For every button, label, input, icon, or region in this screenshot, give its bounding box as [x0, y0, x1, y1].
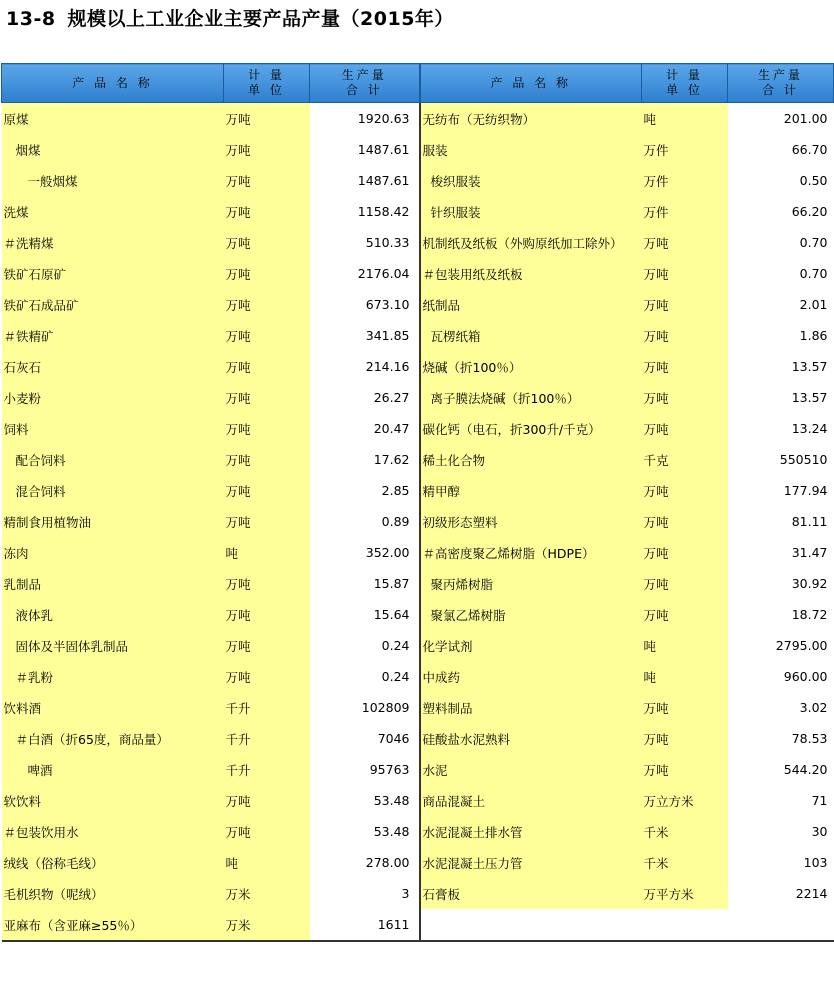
unit-cell: 千升: [224, 754, 310, 785]
product-name-cell: 铁矿石成品矿: [2, 289, 224, 320]
output-value-cell: 1611: [310, 909, 420, 941]
unit-cell: 万吨: [224, 816, 310, 847]
output-value-cell: 30.92: [728, 568, 834, 599]
unit-cell: 万件: [642, 134, 728, 165]
output-value-cell: 30: [728, 816, 834, 847]
table-row: [2, 630, 834, 661]
table-row: [2, 196, 834, 227]
product-name-cell: 水泥混凝土排水管: [420, 816, 642, 847]
product-name-cell: ＃包装饮用水: [2, 816, 224, 847]
empty-cell: [642, 909, 728, 941]
unit-cell: 万吨: [224, 227, 310, 258]
product-name-cell: 烧碱（折100％）: [420, 351, 642, 382]
product-name-cell: 固体及半固体乳制品: [2, 630, 224, 661]
table-number: 13-8: [6, 8, 56, 30]
page-title: [6, 4, 454, 31]
product-name-cell: 液体乳: [2, 599, 224, 630]
output-value-cell: 18.72: [728, 599, 834, 630]
unit-cell: 万立方米: [642, 785, 728, 816]
table-header-row: [2, 64, 834, 103]
output-value-cell: 7046: [310, 723, 420, 754]
output-value-cell: 66.70: [728, 134, 834, 165]
unit-cell: 万吨: [642, 599, 728, 630]
output-value-cell: 510.33: [310, 227, 420, 258]
header-unit-right: [642, 64, 728, 103]
output-value-cell: 3: [310, 878, 420, 909]
product-name-cell: ＃乳粉: [2, 661, 224, 692]
header-output: [310, 64, 420, 103]
unit-cell: 万平方米: [642, 878, 728, 909]
unit-cell: 千米: [642, 816, 728, 847]
unit-cell: 万吨: [224, 320, 310, 351]
product-name-cell: 梭织服装: [420, 165, 642, 196]
output-value-cell: 0.50: [728, 165, 834, 196]
product-name-cell: 原煤: [2, 103, 224, 135]
unit-cell: 万吨: [642, 723, 728, 754]
unit-cell: 万吨: [642, 320, 728, 351]
product-name-cell: 饮料酒: [2, 692, 224, 723]
product-name-cell: 烟煤: [2, 134, 224, 165]
unit-cell: 万米: [224, 909, 310, 941]
product-name-cell: 纸制品: [420, 289, 642, 320]
header-unit-line2: 单 位: [248, 83, 285, 97]
product-name-cell: ＃包装用纸及纸板: [420, 258, 642, 289]
product-name-cell: 塑料制品: [420, 692, 642, 723]
empty-cell: [728, 909, 834, 941]
unit-cell: 万吨: [224, 165, 310, 196]
product-name-cell: 毛机织物（呢绒）: [2, 878, 224, 909]
output-value-cell: 2.85: [310, 475, 420, 506]
output-value-cell: 1487.61: [310, 165, 420, 196]
output-value-cell: 201.00: [728, 103, 834, 135]
table-row: [2, 103, 834, 135]
header-unit-line1: 计 量: [666, 68, 703, 82]
unit-cell: 千克: [642, 444, 728, 475]
product-name-cell: 中成药: [420, 661, 642, 692]
table-row: [2, 754, 834, 785]
product-name-cell: 瓦楞纸箱: [420, 320, 642, 351]
unit-cell: 万吨: [642, 258, 728, 289]
unit-cell: 千米: [642, 847, 728, 878]
product-name-cell: 初级形态塑料: [420, 506, 642, 537]
output-value-cell: 20.47: [310, 413, 420, 444]
output-value-cell: 278.00: [310, 847, 420, 878]
unit-cell: 万吨: [224, 661, 310, 692]
table-row: [2, 258, 834, 289]
output-value-cell: 71: [728, 785, 834, 816]
output-value-cell: 15.64: [310, 599, 420, 630]
table-row: [2, 785, 834, 816]
output-value-cell: 2795.00: [728, 630, 834, 661]
output-value-cell: 177.94: [728, 475, 834, 506]
output-value-cell: 2.01: [728, 289, 834, 320]
product-name-cell: 配合饲料: [2, 444, 224, 475]
output-value-cell: 2214: [728, 878, 834, 909]
product-name-cell: 石灰石: [2, 351, 224, 382]
table-row: [2, 878, 834, 909]
product-name-cell: 洗煤: [2, 196, 224, 227]
table-body: [2, 103, 834, 942]
table-row: [2, 723, 834, 754]
unit-cell: 万吨: [642, 382, 728, 413]
product-name-cell: 铁矿石原矿: [2, 258, 224, 289]
unit-cell: 万吨: [224, 258, 310, 289]
output-value-cell: 15.87: [310, 568, 420, 599]
table-row: [2, 320, 834, 351]
product-name-cell: 冻肉: [2, 537, 224, 568]
unit-cell: 万米: [224, 878, 310, 909]
product-name-cell: 服装: [420, 134, 642, 165]
unit-cell: 万吨: [642, 568, 728, 599]
output-value-cell: 66.20: [728, 196, 834, 227]
unit-cell: 万吨: [642, 413, 728, 444]
table-row: [2, 165, 834, 196]
table-row: [2, 351, 834, 382]
unit-cell: 万吨: [224, 382, 310, 413]
output-value-cell: 26.27: [310, 382, 420, 413]
unit-cell: 万吨: [224, 413, 310, 444]
output-value-cell: 81.11: [728, 506, 834, 537]
product-name-cell: 啤酒: [2, 754, 224, 785]
table-row: [2, 134, 834, 165]
unit-cell: 万吨: [224, 785, 310, 816]
header-output-line1: 生产量: [757, 68, 803, 82]
header-product-name-right: 产 品 名 称: [420, 64, 642, 103]
unit-cell: 万吨: [224, 103, 310, 135]
product-name-cell: ＃铁精矿: [2, 320, 224, 351]
header-unit-line1: 计 量: [248, 68, 285, 82]
product-name-cell: 聚丙烯树脂: [420, 568, 642, 599]
output-value-cell: 352.00: [310, 537, 420, 568]
table-row: [2, 909, 834, 941]
empty-cell: [420, 909, 642, 941]
output-value-cell: 13.24: [728, 413, 834, 444]
product-name-cell: 乳制品: [2, 568, 224, 599]
unit-cell: 万吨: [224, 444, 310, 475]
unit-cell: 万吨: [224, 506, 310, 537]
unit-cell: 吨: [642, 661, 728, 692]
unit-cell: 万吨: [224, 599, 310, 630]
table-row: [2, 506, 834, 537]
output-value-cell: 53.48: [310, 816, 420, 847]
unit-cell: 吨: [224, 537, 310, 568]
product-name-cell: 小麦粉: [2, 382, 224, 413]
output-value-cell: 102809: [310, 692, 420, 723]
output-value-cell: 960.00: [728, 661, 834, 692]
output-value-cell: 0.70: [728, 227, 834, 258]
output-value-cell: 550510: [728, 444, 834, 475]
unit-cell: 万吨: [642, 754, 728, 785]
product-name-cell: ＃洗精煤: [2, 227, 224, 258]
table-title: 规模以上工业企业主要产品产量（2015年）: [67, 8, 454, 30]
product-name-cell: 聚氯乙烯树脂: [420, 599, 642, 630]
unit-cell: 万吨: [642, 227, 728, 258]
unit-cell: 万吨: [224, 568, 310, 599]
output-value-cell: 0.70: [728, 258, 834, 289]
output-value-cell: 13.57: [728, 351, 834, 382]
unit-cell: 万吨: [224, 134, 310, 165]
output-value-cell: 0.24: [310, 661, 420, 692]
unit-cell: 万吨: [642, 506, 728, 537]
output-value-cell: 103: [728, 847, 834, 878]
header-output-line1: 生产量: [341, 68, 387, 82]
output-value-cell: 544.20: [728, 754, 834, 785]
table-row: [2, 413, 834, 444]
product-name-cell: 饲料: [2, 413, 224, 444]
table-row: [2, 816, 834, 847]
unit-cell: 万吨: [224, 475, 310, 506]
output-value-cell: 0.89: [310, 506, 420, 537]
output-value-cell: 673.10: [310, 289, 420, 320]
table-row: [2, 537, 834, 568]
unit-cell: 万吨: [224, 351, 310, 382]
unit-cell: 万吨: [642, 289, 728, 320]
unit-cell: 万吨: [224, 196, 310, 227]
product-name-cell: 硅酸盐水泥熟料: [420, 723, 642, 754]
output-value-cell: 1158.42: [310, 196, 420, 227]
product-name-cell: 机制纸及纸板（外购原纸加工除外）: [420, 227, 642, 258]
product-name-cell: 针织服装: [420, 196, 642, 227]
product-name-cell: 一般烟煤: [2, 165, 224, 196]
unit-cell: 万吨: [642, 537, 728, 568]
product-name-cell: ＃高密度聚乙烯树脂（HDPE）: [420, 537, 642, 568]
unit-cell: 千升: [224, 692, 310, 723]
product-name-cell: 离子膜法烧碱（折100％）: [420, 382, 642, 413]
table-row: [2, 227, 834, 258]
product-name-cell: 水泥混凝土压力管: [420, 847, 642, 878]
header-output-line2: 合 计: [762, 83, 799, 97]
output-value-cell: 214.16: [310, 351, 420, 382]
unit-cell: 千升: [224, 723, 310, 754]
product-name-cell: 化学试剂: [420, 630, 642, 661]
output-value-cell: 1487.61: [310, 134, 420, 165]
unit-cell: 万吨: [642, 692, 728, 723]
product-name-cell: 混合饲料: [2, 475, 224, 506]
output-value-cell: 2176.04: [310, 258, 420, 289]
table-row: [2, 382, 834, 413]
unit-cell: 万吨: [224, 630, 310, 661]
table-row: [2, 568, 834, 599]
unit-cell: 吨: [224, 847, 310, 878]
output-value-cell: 1.86: [728, 320, 834, 351]
table-row: [2, 847, 834, 878]
table-row: [2, 692, 834, 723]
output-value-cell: 13.57: [728, 382, 834, 413]
product-name-cell: 碳化钙（电石，折300升/千克）: [420, 413, 642, 444]
header-unit-line2: 单 位: [666, 83, 703, 97]
product-name-cell: 精甲醇: [420, 475, 642, 506]
product-name-cell: 商品混凝土: [420, 785, 642, 816]
table-row: [2, 599, 834, 630]
output-value-cell: 53.48: [310, 785, 420, 816]
product-name-cell: 稀土化合物: [420, 444, 642, 475]
product-name-cell: 软饮料: [2, 785, 224, 816]
unit-cell: 万件: [642, 196, 728, 227]
production-table: [1, 63, 834, 942]
unit-cell: 万吨: [642, 475, 728, 506]
output-value-cell: 31.47: [728, 537, 834, 568]
product-name-cell: 水泥: [420, 754, 642, 785]
output-value-cell: 341.85: [310, 320, 420, 351]
output-value-cell: 17.62: [310, 444, 420, 475]
table-row: [2, 289, 834, 320]
header-output-line2: 合 计: [345, 83, 383, 97]
output-value-cell: 0.24: [310, 630, 420, 661]
product-name-cell: 绒线（俗称毛线）: [2, 847, 224, 878]
header-product-name: 产 品 名 称: [2, 64, 224, 103]
header-output-right: [728, 64, 834, 103]
product-name-cell: 精制食用植物油: [2, 506, 224, 537]
product-name-cell: 无纺布（无纺织物）: [420, 103, 642, 135]
unit-cell: 吨: [642, 630, 728, 661]
unit-cell: 吨: [642, 103, 728, 135]
output-value-cell: 3.02: [728, 692, 834, 723]
unit-cell: 万吨: [224, 289, 310, 320]
product-name-cell: 石膏板: [420, 878, 642, 909]
output-value-cell: 95763: [310, 754, 420, 785]
output-value-cell: 1920.63: [310, 103, 420, 135]
output-value-cell: 78.53: [728, 723, 834, 754]
unit-cell: 万件: [642, 165, 728, 196]
table-row: [2, 475, 834, 506]
table-row: [2, 661, 834, 692]
product-name-cell: ＃白酒（折65度，商品量）: [2, 723, 224, 754]
product-name-cell: 亚麻布（含亚麻≥55％）: [2, 909, 224, 941]
header-unit: [224, 64, 310, 103]
unit-cell: 万吨: [642, 351, 728, 382]
table-row: [2, 444, 834, 475]
